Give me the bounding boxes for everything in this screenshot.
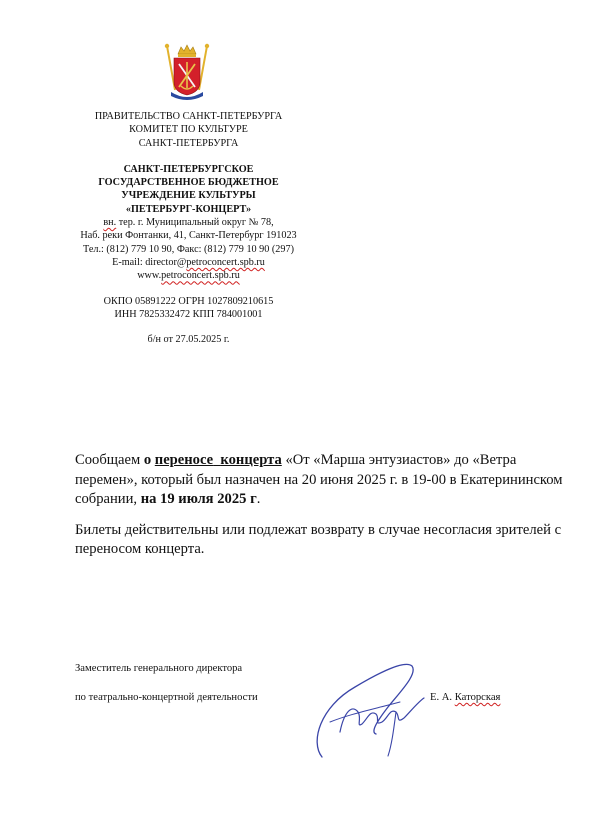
letter-body	[75, 451, 570, 571]
org-line-3: УЧРЕЖДЕНИЕ КУЛЬТУРЫ	[121, 190, 256, 202]
p1-bold-date: на 19 июля 2025 г	[140, 491, 257, 508]
web-prefix: www.	[137, 270, 162, 282]
address-line-1	[70, 216, 307, 229]
signer-title-line-1: Заместитель генерального директора	[75, 663, 243, 674]
p1-text-middle: «От «Марша энтузиастов» до «Ветра перемен», который был назначен на 20 июня 2025 г. в 19-00 в Екатерининском собрании,	[75, 452, 563, 508]
gov-line-1: ПРАВИТЕЛЬСТВО САНКТ-ПЕТЕРБУРГА	[94, 111, 283, 122]
letterhead	[70, 110, 307, 346]
body-paragraph-2: Билеты действительны или подлежат возврату в случае несогласия зрителей с переносом концерта.	[75, 521, 562, 558]
address-line-2: Наб. реки Фонтанки, 41, Санкт-Петербург 191023	[80, 230, 297, 242]
org-line-4: «ПЕТЕРБУРГ-КОНЦЕРТ»	[125, 203, 252, 215]
signer-name	[430, 692, 500, 703]
inn-line: ИНН 7825332472 КПП 784001001	[114, 308, 263, 320]
p1-bold-concert: концерта	[220, 452, 282, 468]
phone-line: Тел.: (812) 779 10 90, Факс: (812) 779 10 90 (297)	[83, 243, 294, 255]
address-prefix: вн.	[103, 217, 117, 229]
okpo-line: ОКПО 05891222 ОГРН 1027809210615	[103, 295, 274, 307]
p1-text-end: .	[256, 491, 261, 508]
p1-text-start: Сообщаем	[75, 452, 144, 468]
p1-bold-o: о	[143, 452, 155, 468]
signer-title-line-2: по театрально-концертной деятельности	[75, 692, 258, 703]
signer-initials: Е. А.	[430, 692, 455, 703]
web-line	[70, 269, 307, 282]
org-line-2: ГОСУДАРСТВЕННОЕ БЮДЖЕТНОЕ	[98, 177, 279, 189]
p1-bold-transfer: переносе	[154, 452, 214, 468]
email-domain: petroconcert.spb.ru	[186, 256, 265, 268]
body-paragraph-1	[75, 451, 570, 510]
email-line	[70, 256, 307, 269]
handwritten-signature	[300, 652, 430, 762]
coat-of-arms-icon	[163, 42, 211, 104]
address-line-1-rest: тер. г. Муниципальный округ № 78,	[116, 217, 274, 229]
org-line-1: САНКТ-ПЕТЕРБУРГСКОЕ	[123, 163, 254, 175]
gov-line-3: САНКТ-ПЕТЕРБУРГА	[138, 137, 239, 149]
signer-surname: Каторская	[454, 692, 501, 703]
date-line: б/н от 27.05.2025 г.	[147, 334, 230, 346]
web-domain: petroconcert.spb.ru	[161, 270, 240, 282]
email-prefix: E-mail: director@	[112, 256, 187, 268]
gov-line-2: КОМИТЕТ ПО КУЛЬТУРЕ	[129, 124, 248, 136]
